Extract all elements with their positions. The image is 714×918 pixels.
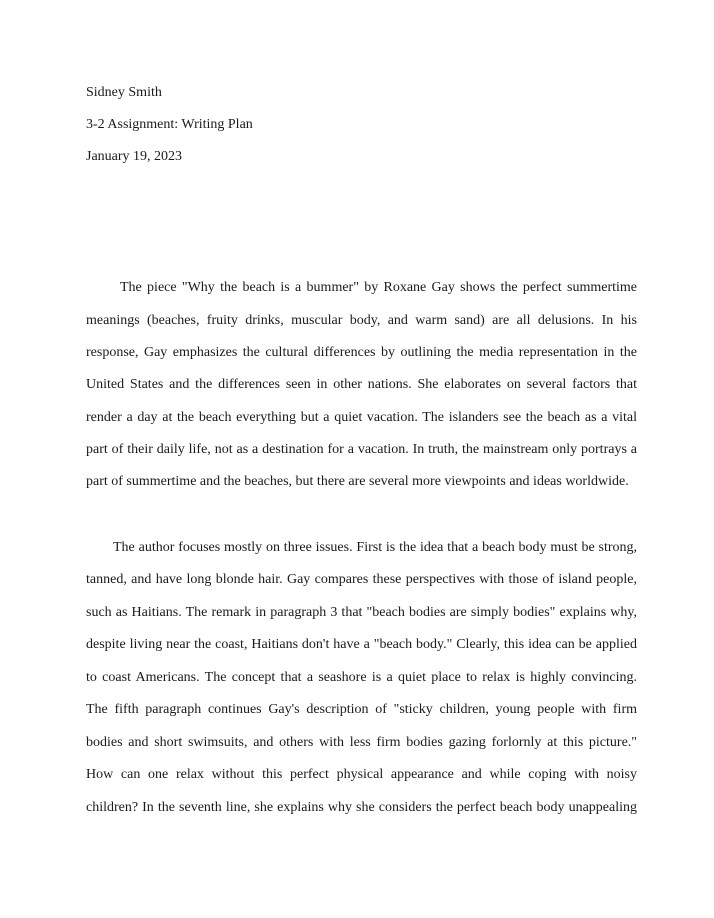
paragraph-line: How can one relax without this perfect physical appearance and while coping with noisy: [86, 767, 637, 782]
paragraph-line: to coast Americans. The concept that a seashore is a quiet place to relax is highly convincing.: [86, 670, 637, 685]
paragraph-line: children? In the seventh line, she explains why she considers the perfect beach body unappealing: [86, 800, 637, 815]
paragraph-line: despite living near the coast, Haitians don't have a "beach body." Clearly, this idea can be applied: [86, 637, 637, 652]
paragraph-line: part of their daily life, not as a destination for a vacation. In truth, the mainstream only portrays a: [86, 442, 637, 457]
author-name: Sidney Smith: [86, 85, 162, 100]
paragraph-line: United States and the differences seen in other nations. She elaborates on several factors that: [86, 377, 637, 392]
document-date: January 19, 2023: [86, 149, 183, 164]
paragraph-line: part of summertime and the beaches, but there are several more viewpoints and ideas worldwide.: [86, 474, 629, 489]
assignment-title: 3-2 Assignment: Writing Plan: [86, 117, 253, 132]
paragraph-line: response, Gay emphasizes the cultural differences by outlining the media representation in the: [86, 345, 637, 360]
paragraph-line: render a day at the beach everything but a quiet vacation. The islanders see the beach as a vital: [86, 410, 637, 425]
paragraph-line: such as Haitians. The remark in paragraph 3 that "beach bodies are simply bodies" explains why,: [86, 605, 637, 620]
paragraph-line: The piece "Why the beach is a bummer" by Roxane Gay shows the perfect summertime: [120, 280, 637, 295]
paragraph-line: meanings (beaches, fruity drinks, muscular body, and warm sand) are all delusions. In his: [86, 313, 637, 328]
paragraph-line: The author focuses mostly on three issues. First is the idea that a beach body must be strong,: [113, 540, 637, 555]
paragraph-line: tanned, and have long blonde hair. Gay compares these perspectives with those of island people,: [86, 572, 637, 587]
paragraph-line: The fifth paragraph continues Gay's description of "sticky children, young people with firm: [86, 702, 637, 717]
paragraph-line: bodies and short swimsuits, and others with less firm bodies gazing forlornly at this picture.": [86, 735, 637, 750]
